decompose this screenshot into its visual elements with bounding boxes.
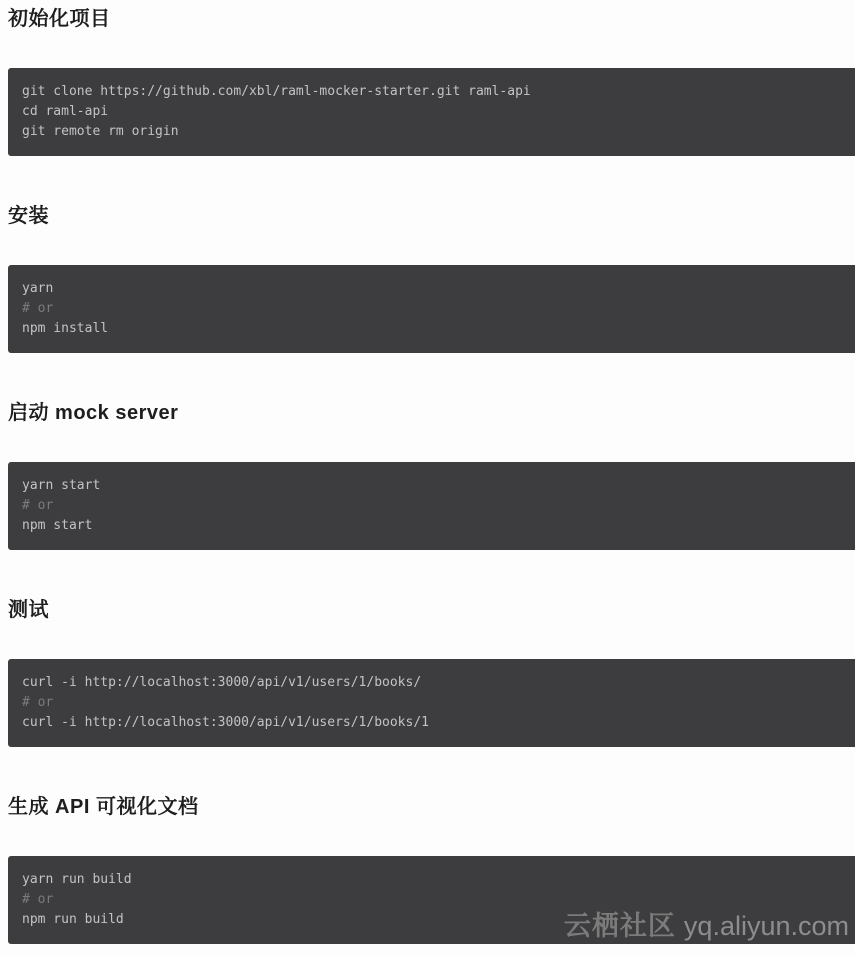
- doc-section: [0, 599, 855, 747]
- watermark-brand: 云栖社区: [563, 911, 676, 941]
- code-block: [8, 462, 855, 550]
- code-comment-line: # or: [22, 892, 54, 907]
- code-line: cd raml-api: [22, 104, 109, 119]
- section-heading: 安装: [8, 205, 49, 227]
- code-block: [8, 68, 855, 156]
- code-block: [8, 265, 855, 353]
- watermark-url: yq.aliyun.com: [683, 911, 849, 941]
- code-line: yarn start: [22, 478, 101, 493]
- code-line: git clone https://github.com/xbl/raml-mocker-starter.git raml-api: [22, 84, 531, 99]
- section-heading: 生成 API 可视化文档: [8, 796, 199, 818]
- code-comment-line: # or: [22, 301, 54, 316]
- code-comment-line: # or: [22, 498, 54, 513]
- code-line: curl -i http://localhost:3000/api/v1/users/1/books/: [22, 675, 422, 690]
- doc-section: [0, 8, 855, 156]
- doc-section: [0, 402, 855, 550]
- code-line: npm start: [22, 518, 93, 533]
- section-heading: 初始化项目: [8, 8, 111, 30]
- section-heading: 启动 mock server: [8, 402, 179, 424]
- code-block: [8, 659, 855, 747]
- code-line: curl -i http://localhost:3000/api/v1/users/1/books/1: [22, 715, 429, 730]
- code-line: yarn run build: [22, 872, 132, 887]
- section-heading: 测试: [8, 599, 49, 621]
- code-line: npm install: [22, 321, 109, 336]
- code-line: yarn: [22, 281, 54, 296]
- code-line: git remote rm origin: [22, 124, 179, 139]
- code-line: npm run build: [22, 912, 124, 927]
- watermark: [564, 909, 849, 943]
- doc-section: [0, 205, 855, 353]
- document-body: [0, 8, 855, 944]
- code-comment-line: # or: [22, 695, 54, 710]
